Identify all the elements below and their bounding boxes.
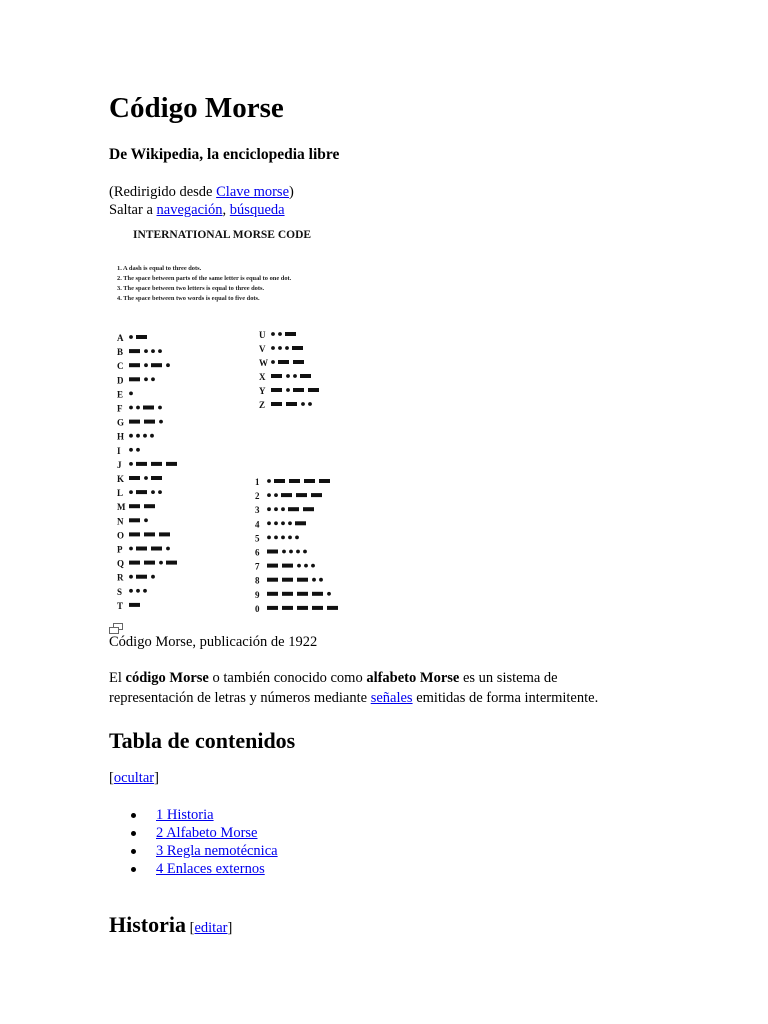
morse-dot (129, 589, 133, 593)
morse-dash (319, 479, 330, 483)
morse-dash (271, 374, 282, 378)
toc-list (109, 806, 278, 878)
morse-dot (158, 406, 162, 410)
morse-dot (285, 346, 289, 350)
morse-dot (129, 575, 133, 579)
morse-dot (129, 406, 133, 410)
letter-label: Z (259, 400, 266, 410)
morse-dash (151, 547, 162, 551)
morse-dash (271, 402, 282, 406)
morse-dash (151, 462, 162, 466)
morse-dot (271, 360, 275, 364)
morse-dash (136, 490, 147, 494)
letter-label: R (117, 572, 124, 583)
letter-label: B (117, 347, 124, 358)
morse-dot (166, 547, 170, 551)
bullet-icon (131, 867, 136, 872)
morse-dash (289, 479, 300, 483)
section-edit (190, 920, 233, 936)
morse-dash (282, 578, 293, 582)
morse-dash (308, 388, 319, 392)
morse-dash (285, 332, 296, 336)
section-historia-title: Historia (109, 912, 186, 937)
morse-dot (288, 521, 292, 525)
morse-dash (293, 388, 304, 392)
morse-dot (295, 536, 299, 540)
letter-label: Y (259, 386, 266, 396)
toc-item (109, 842, 278, 860)
letter-label: V (259, 344, 266, 354)
digit-label: 3 (255, 505, 260, 516)
digit-label: 2 (255, 491, 260, 502)
morse-dot (286, 388, 290, 392)
morse-dot (281, 507, 285, 511)
morse-dash (267, 550, 278, 554)
morse-dash (300, 374, 311, 378)
jump-separator: , (222, 202, 230, 218)
toc-item (109, 860, 278, 878)
morse-dot (281, 521, 285, 525)
morse-dash (292, 346, 303, 350)
toc-link-alfabeto[interactable]: 2 Alfabeto Morse (156, 825, 258, 841)
morse-dot (267, 479, 271, 483)
morse-dot (151, 575, 155, 579)
morse-dot (312, 578, 316, 582)
morse-dash (297, 606, 308, 610)
morse-dash (144, 561, 155, 565)
morse-rule: 2. The space between parts of the same letter is equal to one dot. (117, 275, 292, 282)
morse-dot (267, 507, 271, 511)
morse-dash (129, 363, 140, 367)
toc-link-enlaces[interactable]: 4 Enlaces externos (156, 861, 265, 877)
morse-dot (151, 377, 155, 381)
morse-dot (143, 434, 147, 438)
digit-label: 7 (255, 561, 260, 572)
letter-label: F (117, 403, 123, 414)
digit-label: 6 (255, 547, 260, 558)
morse-dot (136, 589, 140, 593)
morse-dot (151, 349, 155, 353)
morse-dot (129, 462, 133, 466)
morse-dot (159, 420, 163, 424)
letter-label: K (117, 474, 125, 484)
morse-dot (129, 335, 133, 339)
letter-label: D (117, 375, 124, 386)
morse-dash (267, 564, 278, 568)
morse-dash (312, 592, 323, 596)
morse-dash (129, 420, 140, 424)
morse-dash (129, 532, 140, 536)
morse-dot (308, 402, 312, 406)
toc-link-historia[interactable]: 1 Historia (156, 807, 214, 823)
intro-text-1: El (109, 670, 126, 686)
morse-dot (129, 448, 133, 452)
morse-dot (136, 434, 140, 438)
morse-dash (281, 493, 292, 497)
morse-dash (166, 561, 177, 565)
morse-dot (129, 490, 133, 494)
intro-text-5: emitidas de forma intermitente. (412, 690, 599, 706)
bullet-icon (131, 813, 136, 818)
search-link[interactable]: búsqueda (229, 202, 285, 218)
morse-dash (293, 360, 304, 364)
morse-dot (274, 536, 278, 540)
jump-links (109, 201, 285, 219)
morse-dash (136, 335, 147, 339)
morse-dash (144, 504, 155, 508)
morse-dash (144, 420, 155, 424)
morse-dot (274, 493, 278, 497)
letter-label: T (117, 600, 124, 611)
letter-label: P (117, 544, 123, 555)
morse-dot (274, 507, 278, 511)
intro-paragraph (109, 669, 669, 709)
toc-item (109, 824, 278, 842)
morse-dot (303, 550, 307, 554)
morse-dot (129, 547, 133, 551)
morse-dash (312, 606, 323, 610)
morse-dash (159, 532, 170, 536)
intro-bold-alfabeto: alfabeto Morse (366, 670, 460, 686)
morse-dot (278, 332, 282, 336)
letter-label: O (117, 530, 125, 541)
toc-title: Tabla de contenidos (109, 728, 296, 753)
letter-label: A (117, 333, 124, 343)
morse-dot (271, 346, 275, 350)
morse-dot (129, 434, 133, 438)
morse-dot (129, 392, 133, 396)
image-caption: Código Morse, publicación de 1922 (109, 634, 318, 650)
bullet-icon (131, 831, 136, 836)
morse-dash (296, 493, 307, 497)
morse-dot (304, 564, 308, 568)
morse-dot (144, 476, 148, 480)
morse-dot (267, 536, 271, 540)
letter-label: I (117, 445, 121, 456)
digit-label: 9 (255, 589, 260, 600)
morse-dot (296, 550, 300, 554)
morse-dash (129, 349, 140, 353)
morse-dash (297, 578, 308, 582)
morse-dash (267, 578, 278, 582)
intro-text-4: representación de letras y números mediante (109, 690, 371, 706)
morse-code-image[interactable] (109, 222, 369, 617)
morse-dash (278, 360, 289, 364)
edit-bracket-open: [ (189, 920, 195, 936)
morse-image-heading: INTERNATIONAL MORSE CODE (133, 229, 312, 241)
morse-dash (129, 561, 140, 565)
letter-label: M (117, 502, 126, 513)
morse-dot (278, 346, 282, 350)
morse-dot (136, 406, 140, 410)
redirect-note (109, 183, 294, 201)
letter-label: L (117, 488, 124, 499)
morse-dash (267, 606, 278, 610)
morse-dash (129, 603, 140, 607)
digit-label: 1 (255, 477, 260, 487)
morse-dot (144, 518, 148, 522)
senales-link[interactable]: señales (370, 690, 413, 706)
page-subtitle: De Wikipedia, la enciclopedia libre (109, 146, 340, 163)
morse-dot (144, 363, 148, 367)
morse-dot (166, 363, 170, 367)
letter-label: N (117, 516, 124, 527)
morse-dash (144, 532, 155, 536)
morse-dash (151, 476, 162, 480)
navigation-link[interactable]: navegación (156, 202, 223, 218)
morse-dot (144, 349, 148, 353)
letter-label: J (117, 459, 122, 470)
morse-dot (319, 578, 323, 582)
morse-dot (281, 536, 285, 540)
morse-dot (158, 490, 162, 494)
letter-label: S (117, 586, 123, 597)
morse-dash (136, 575, 147, 579)
morse-rule: 3. The space between two letters is equal to three dots. (117, 285, 265, 292)
letter-label: C (117, 361, 124, 372)
morse-dot (151, 490, 155, 494)
letter-label: G (117, 417, 125, 428)
redirect-suffix: ) (289, 184, 294, 200)
morse-dot (267, 521, 271, 525)
letter-label: U (259, 330, 266, 340)
letter-label: X (259, 372, 266, 382)
morse-dot (271, 332, 275, 336)
morse-dash (271, 388, 282, 392)
morse-dash (282, 592, 293, 596)
jump-prefix: Saltar a (109, 202, 157, 218)
morse-dash (143, 406, 154, 410)
morse-dot (267, 493, 271, 497)
letter-label: W (259, 358, 268, 368)
morse-dash (282, 564, 293, 568)
morse-dash (304, 479, 315, 483)
morse-rule: 4. The space between two words is equal to five dots. (117, 295, 260, 302)
morse-dash (295, 521, 306, 525)
bullet-icon (131, 849, 136, 854)
morse-dash (129, 518, 140, 522)
morse-rule: 1. A dash is equal to three dots. (117, 265, 202, 272)
morse-dash (129, 377, 140, 381)
morse-dash (286, 402, 297, 406)
morse-dot (293, 374, 297, 378)
morse-dash (288, 507, 299, 511)
morse-dot (158, 349, 162, 353)
digit-label: 8 (255, 575, 260, 586)
morse-dot (301, 402, 305, 406)
toc-bracket-close: ] (154, 770, 159, 786)
morse-dot (289, 550, 293, 554)
morse-dot (150, 434, 154, 438)
redirect-prefix: (Redirigido desde (109, 184, 217, 200)
digit-label: 0 (255, 603, 260, 614)
morse-dot (286, 374, 290, 378)
redirect-link[interactable]: Clave morse (216, 184, 290, 200)
morse-dot (136, 448, 140, 452)
intro-text-3: es un sistema de (459, 670, 558, 686)
morse-dash (129, 504, 140, 508)
morse-dot (297, 564, 301, 568)
morse-dash (151, 363, 162, 367)
digit-label: 5 (255, 533, 260, 544)
morse-dot (144, 377, 148, 381)
morse-dot (143, 589, 147, 593)
edit-link[interactable]: editar (194, 920, 228, 936)
letter-label: H (117, 431, 125, 442)
morse-dash (282, 606, 293, 610)
morse-dash (267, 592, 278, 596)
intro-text-2: o también conocido como (208, 670, 367, 686)
morse-dot (311, 564, 315, 568)
toc-hide-link[interactable]: ocultar (113, 770, 155, 786)
toc-toggle (109, 769, 159, 787)
morse-dot (327, 592, 331, 596)
morse-dot (159, 561, 163, 565)
toc-link-regla[interactable]: 3 Regla nemotécnica (156, 843, 278, 859)
morse-dash (303, 507, 314, 511)
intro-bold-codigo: código Morse (125, 670, 209, 686)
section-historia-heading (109, 912, 233, 937)
morse-dot (288, 536, 292, 540)
toc-bracket-open: [ (109, 770, 114, 786)
morse-dot (274, 521, 278, 525)
morse-dash (311, 493, 322, 497)
digit-label: 4 (255, 519, 260, 530)
page-title: Código Morse (109, 92, 284, 124)
morse-dash (136, 462, 147, 466)
letter-label: Q (117, 558, 125, 569)
morse-dash (327, 606, 338, 610)
morse-dash (129, 476, 140, 480)
letter-label: E (117, 389, 124, 400)
morse-dash (297, 592, 308, 596)
morse-dash (274, 479, 285, 483)
toc-item (109, 806, 278, 824)
morse-dash (136, 547, 147, 551)
edit-bracket-close: ] (227, 920, 233, 936)
morse-dash (166, 462, 177, 466)
morse-dot (282, 550, 286, 554)
